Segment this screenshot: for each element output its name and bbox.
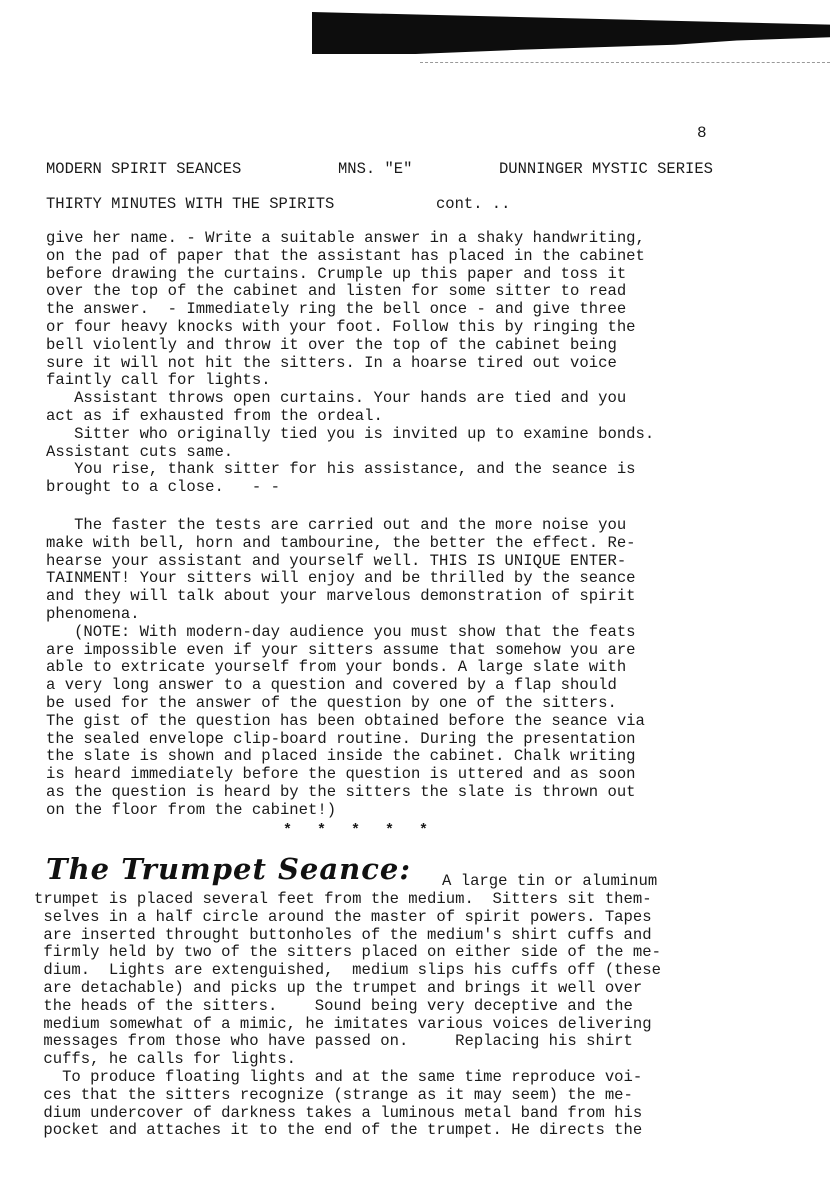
scan-artifact-line [420, 62, 830, 63]
trumpet-seance-first-line: A large tin or aluminum [442, 872, 658, 890]
section-subheader [46, 195, 546, 215]
running-header [46, 160, 756, 180]
trumpet-seance-heading: The Trumpet Seance: [46, 852, 412, 886]
page-number: 8 [697, 124, 707, 142]
section-divider-stars: * * * * * [283, 822, 437, 839]
trumpet-seance-text: trumpet is placed several feet from the medium. Sitters sit them- selves in a half circle around the master of spirit powers. Tapes are inserted throught buttonholes of the medium's shirt cuffs and firmly held by two of the sitters placed on either side of the me- dium. Lights are extenguished, medium slips his cuffs off (these are detachable) and picks up the trumpet and brings it well over the heads of the sitters. Sound being very deceptive and the medium somewhat of a mimic, he imitates various voices delivering messages from those who have passed on. Replacing his shirt cuffs, he calls for lights. To produce floating lights and at the same time reproduce voi- ces that the sitters recognize (strange as it may seem) the me- dium undercover of darkness takes a luminous metal band from his pocket and attaches it to the end of the trumpet. He directs the [34, 890, 661, 1140]
subheader-continued: cont. .. [436, 195, 511, 213]
header-manuscript-code: MNS. "E" [338, 160, 413, 178]
scan-artifact-bar [312, 12, 830, 54]
header-series-name: DUNNINGER MYSTIC SERIES [499, 160, 713, 178]
header-series-title: MODERN SPIRIT SEANCES [46, 160, 242, 178]
body-paragraph-1: give her name. - Write a suitable answer in a shaky handwriting, on the pad of paper that the assistant has placed in the cabinet before drawing the curtains. Crumple up this paper and toss it over the top of the cabinet and listen for some sitter to read the answer. - Immediately ring the bell once - and give three or four heavy knocks with your foot. Follow this by ringing the bell violently and throw it over the top of the cabinet being sure it will not hit the sitters. In a hoarse tired out voice faintly call for lights. Assistant throws open curtains. Your hands are tied and you act as if exhausted from the ordeal. Sitter who originally tied you is invited up to examine bonds. Assistant cuts same. You rise, thank sitter for his assistance, and the seance is brought to a close. - - [46, 229, 655, 497]
body-paragraph-2: The faster the tests are carried out and the more noise you make with bell, horn and tambourine, the better the effect. Re- hearse your assistant and yourself well. THIS IS UNIQUE ENTER- TAINMENT! Your sitters will enjoy and be thrilled by the seance and they will talk about your marvelous demonstration of spirit phenomena. (NOTE: With modern-day audience you must show that the feats are impossible even if your sitters assume that somehow you are able to extricate yourself from your bonds. A large slate with a very long answer to a question and covered by a flap should be used for the answer of the question by one of the sitters. The gist of the question has been obtained before the seance via the sealed envelope clip-board routine. During the presentation the slate is shown and placed inside the cabinet. Chalk writing is heard immediately before the question is uttered and as soon as the question is heard by the sitters the slate is thrown out on the floor from the cabinet!) [46, 516, 645, 819]
subheader-title: THIRTY MINUTES WITH THE SPIRITS [46, 195, 335, 213]
